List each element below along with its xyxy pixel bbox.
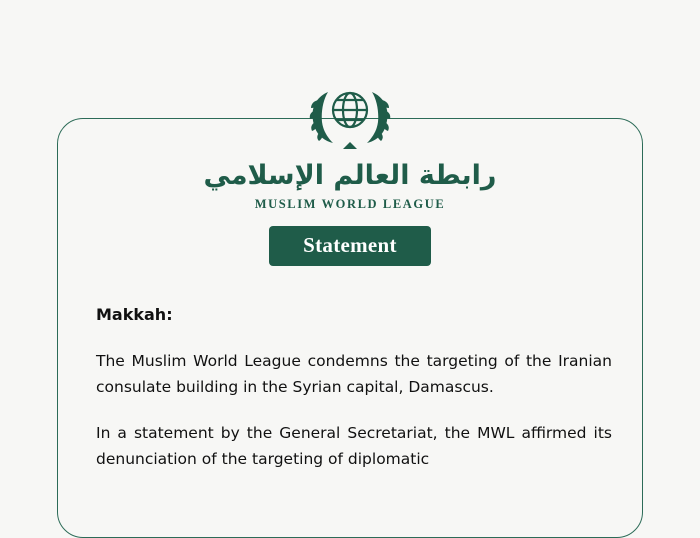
organization-name-english: MUSLIM WORLD LEAGUE [254,196,446,211]
statement-paragraph-2: In a statement by the General Secretariat, the MWL affirmed its denunciation of the targeting of diplomatic [96,424,612,468]
globe-wreath-emblem-icon [290,80,410,152]
statement-badge: Statement [269,226,431,266]
statement-paragraph-1: The Muslim World League condemns the targeting of the Iranian consulate building in the Syrian capital, Damascus. [96,352,612,396]
statement-content [57,80,643,490]
dateline: Makkah: [96,305,173,324]
organization-header [57,80,643,266]
organization-name-arabic: رابطة العالم الإسلامي [203,160,497,191]
statement-body [96,302,612,492]
